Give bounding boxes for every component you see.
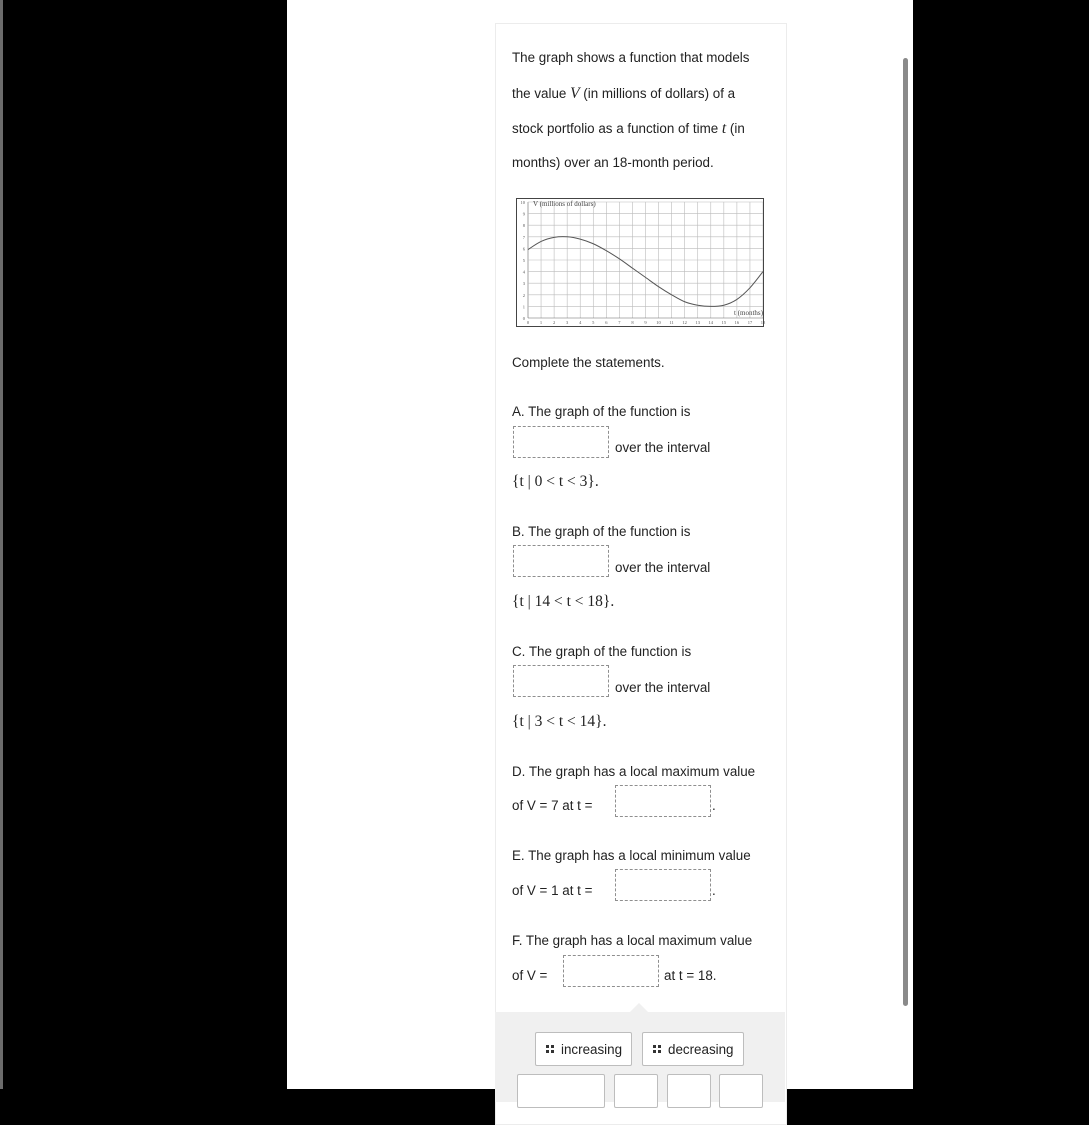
- statement-a-after: over the interval: [615, 440, 711, 455]
- statement-c-text: C. The graph of the function is: [512, 644, 692, 659]
- drag-handle-icon: [546, 1045, 554, 1053]
- choice-chip-increasing[interactable]: [535, 1032, 632, 1066]
- x-tick-label: 1: [539, 320, 543, 325]
- instructions: Complete the statements.: [512, 355, 665, 370]
- drop-zone-c[interactable]: [513, 665, 609, 697]
- intro-line-4: months) over an 18-month period.: [512, 155, 714, 170]
- choice-label: decreasing: [668, 1041, 734, 1057]
- statement-e-text: E. The graph has a local minimum value: [512, 848, 751, 863]
- y-tick-label: 2: [522, 292, 525, 298]
- choice-chip-partial[interactable]: [614, 1074, 658, 1108]
- x-tick-label: 5: [592, 320, 595, 325]
- statement-f-line2: of V =: [512, 968, 548, 983]
- intro-line-1: The graph shows a function that models: [512, 50, 750, 65]
- y-tick-label: 5: [522, 258, 525, 263]
- x-tick-label: 9: [644, 320, 647, 325]
- statement-a-interval: {t | 0 < t < 3}.: [512, 473, 599, 490]
- x-tick-label: 11: [669, 320, 674, 325]
- y-tick-label: 6: [522, 246, 525, 252]
- graph-frame: [517, 199, 764, 327]
- drag-handle-icon: [653, 1045, 661, 1053]
- portfolio-graph: [516, 198, 764, 327]
- statement-d-text: D. The graph has a local maximum value: [512, 764, 756, 779]
- x-tick-label: 10: [656, 320, 661, 325]
- intro-line-3: stock portfolio as a function of time t (in: [512, 120, 745, 137]
- drop-zone-b[interactable]: [513, 545, 609, 577]
- choice-chip-partial[interactable]: [719, 1074, 763, 1108]
- scrollbar[interactable]: [903, 58, 908, 1006]
- x-tick-label: 2: [552, 320, 556, 325]
- drop-zone-d[interactable]: [615, 785, 711, 817]
- statement-a-text: A. The graph of the function is: [512, 404, 691, 419]
- x-tick-label: 14: [708, 320, 714, 325]
- choice-label: increasing: [561, 1041, 623, 1057]
- x-tick-label: 15: [721, 320, 727, 325]
- x-tick-label: 8: [631, 320, 634, 325]
- statement-d-line2: of V = 7 at t =: [512, 798, 593, 813]
- x-axis-label: t (months): [734, 309, 763, 317]
- y-tick-label: 7: [522, 234, 525, 240]
- statement-f-text: F. The graph has a local maximum value: [512, 933, 753, 948]
- statement-b-interval: {t | 14 < t < 18}.: [512, 593, 615, 610]
- statement-b-after: over the interval: [615, 560, 711, 575]
- statement-e-line2: of V = 1 at t =: [512, 883, 593, 898]
- y-tick-label: 9: [522, 211, 525, 217]
- x-tick-label: 4: [579, 320, 582, 325]
- var-t: t: [721, 120, 727, 137]
- statement-c-after: over the interval: [615, 680, 711, 695]
- statement-f-end: at t = 18.: [664, 968, 717, 983]
- choice-chip-decreasing[interactable]: [642, 1032, 744, 1066]
- var-V: V: [570, 85, 580, 102]
- statement-c-interval: {t | 3 < t < 14}.: [512, 713, 607, 730]
- choice-chip-partial[interactable]: [517, 1074, 605, 1108]
- x-tick-label: 6: [605, 320, 608, 325]
- choice-chip-partial[interactable]: [667, 1074, 711, 1108]
- x-tick-label: 3: [566, 320, 569, 325]
- statement-b-text: B. The graph of the function is: [512, 524, 691, 539]
- y-tick-label: 8: [522, 223, 525, 229]
- y-tick-label: 0: [522, 316, 525, 321]
- intro-line-2: the value V (in millions of dollars) of a: [512, 85, 736, 102]
- x-tick-label: 12: [682, 320, 687, 325]
- y-tick-label: 1: [522, 304, 525, 310]
- x-tick-label: 0: [526, 320, 530, 325]
- drop-zone-e[interactable]: [615, 869, 711, 901]
- x-tick-label: 13: [695, 320, 700, 325]
- statement-d-end: .: [712, 798, 716, 813]
- x-tick-label: 18: [760, 320, 766, 325]
- y-axis-label: V (millions of dollars): [533, 200, 596, 208]
- drop-zone-a[interactable]: [513, 426, 609, 458]
- statement-e-end: .: [712, 883, 716, 898]
- drop-zone-f[interactable]: [563, 955, 659, 987]
- x-tick-label: 17: [747, 320, 753, 325]
- y-tick-label: 3: [522, 281, 525, 287]
- question-page: [287, 0, 913, 1089]
- x-tick-label: 7: [618, 320, 621, 325]
- x-tick-label: 16: [734, 320, 740, 325]
- y-tick-label: 4: [522, 269, 525, 275]
- window-left-edge: [0, 0, 3, 1089]
- y-tick-label: 10: [520, 200, 525, 205]
